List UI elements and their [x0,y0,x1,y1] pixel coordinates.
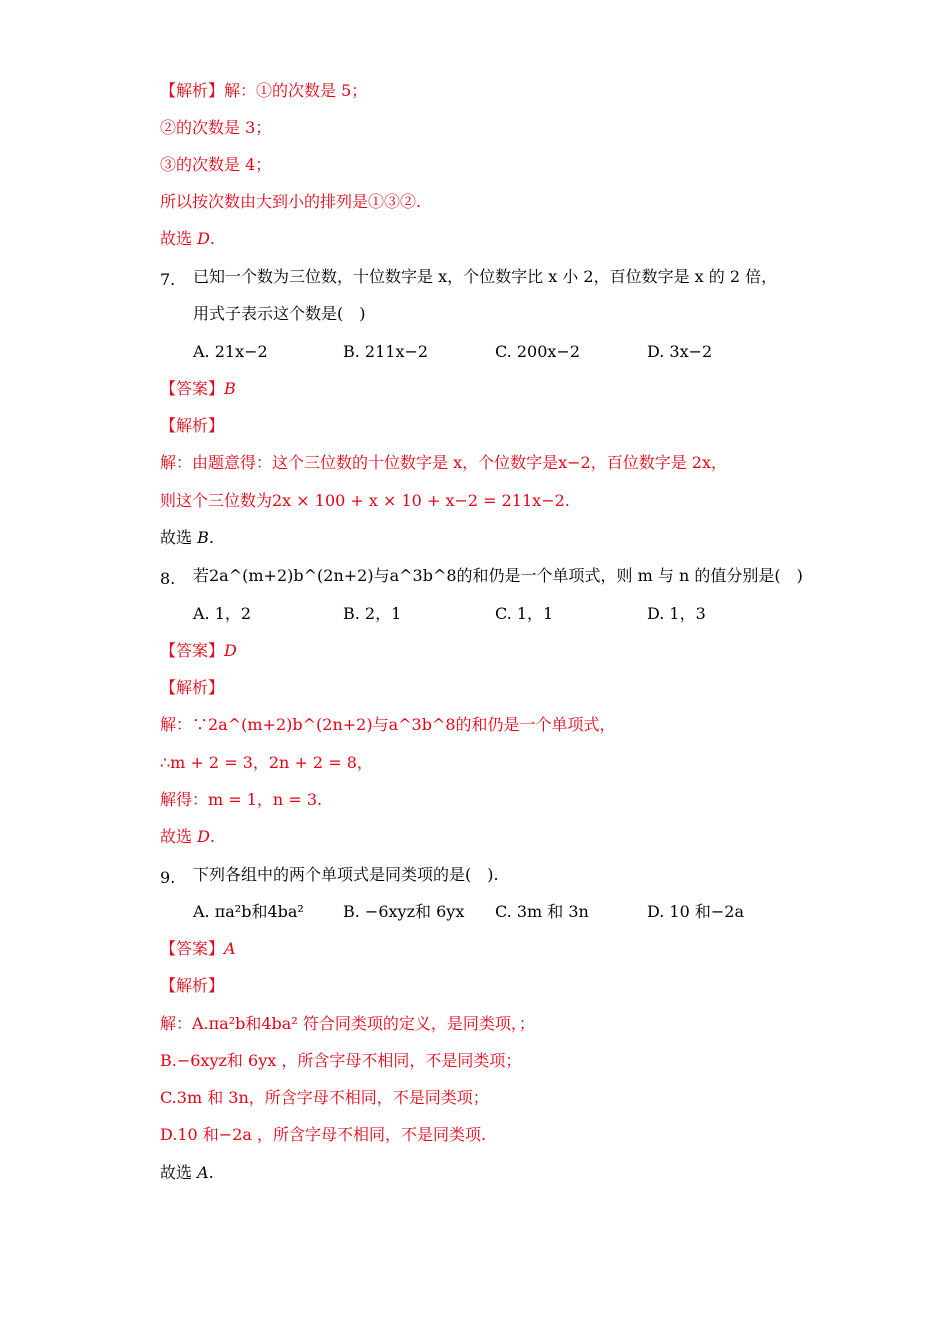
q6-conclusion [160,228,215,250]
q8-analysis-line-1: 解：∵2a^(m+2)b^(2n+2)与a^3b^8的和仍是一个单项式， [160,715,616,734]
q9-analysis-line-4: D.10 和−2a ，所含字母不相同，不是同类项. [160,1125,487,1144]
q6-analysis-line-2: ②的次数是 3； [160,118,272,137]
q7-option-d: D. 3x−2 [647,342,713,361]
q9-option-c: C. 3m 和 3n [495,902,589,921]
q7-option-b: B. 211x−2 [343,342,429,361]
q6-analysis-text-1: 解：①的次数是 5； [224,81,368,100]
q9-conclusion-prefix: 故选 [160,1163,198,1182]
q7-conclusion-suffix: . [208,528,214,547]
q7-conclusion-answer: B [197,528,209,547]
q6-conclusion-answer: D [197,229,210,248]
q8-conclusion [160,826,215,848]
q8-option-b: B. 2，1 [343,604,402,623]
q6-conclusion-prefix: 故选 [160,229,198,248]
q9-answer: A [224,939,236,958]
q7-analysis-line-2: 则这个三位数为2x × 100 + x × 10 + x−2 = 211x−2. [160,491,570,510]
q9-option-b: B. −6xyz和 6yx [343,902,465,921]
q6-analysis-line-1 [160,80,367,102]
q8-stem: 若2a^(m+2)b^(2n+2)与a^3b^8的和仍是一个单项式，则 m 与 n 的值分别是( ) [193,566,803,585]
q7-option-a: A. 21x−2 [193,342,268,361]
q6-analysis-tag: 【解析】 [160,81,225,100]
q6-conclusion-suffix: . [209,229,216,248]
q8-answer-tag: 【答案】 [160,641,225,660]
q8-analysis-line-3: 解得：m = 1，n = 3. [160,790,323,809]
q9-analysis-line-2: B.−6xyz和 6yx ，所含字母不相同，不是同类项； [160,1051,522,1070]
q7-stem-line-1: 已知一个数为三位数，十位数字是 x，个位数字比 x 小 2，百位数字是 x 的 2 倍， [193,267,778,286]
q8-answer: D [224,641,237,660]
q8-option-d: D. 1，3 [647,604,706,623]
q9-option-a: A. πa²b和4ba² [193,902,304,921]
q9-conclusion-answer: A [197,1163,209,1182]
q6-analysis-line-4: 所以按次数由大到小的排列是①③②. [160,192,422,211]
q9-option-d: D. 10 和−2a [647,902,745,921]
q9-analysis-tag: 【解析】 [160,976,225,995]
q9-conclusion [160,1162,214,1184]
q7-option-c: C. 200x−2 [495,342,580,361]
q7-stem-line-2: 用式子表示这个数是( ) [193,304,366,323]
q7-answer-line [160,378,236,400]
q9-answer-tag: 【答案】 [160,939,225,958]
q9-analysis-line-1: 解：A.πa²b和4ba² 符合同类项的定义，是同类项，； [160,1014,535,1033]
q9-answer-line [160,938,236,960]
q6-analysis-line-3: ③的次数是 4； [160,155,272,174]
q9-number: 9. [160,868,176,887]
q7-conclusion-prefix: 故选 [160,528,198,547]
q8-answer-line [160,640,237,662]
q7-analysis-line-1: 解：由题意得：这个三位数的十位数字是 x，个位数字是x−2，百位数字是 2x， [160,453,728,472]
q8-conclusion-suffix: . [209,827,216,846]
q8-analysis-tag: 【解析】 [160,678,225,697]
q8-option-a: A. 1，2 [193,604,252,623]
q7-number: 7. [160,270,176,289]
q9-stem: 下列各组中的两个单项式是同类项的是( ). [193,865,499,884]
q9-conclusion-suffix: . [208,1163,214,1182]
q8-conclusion-prefix: 故选 [160,827,198,846]
q8-conclusion-answer: D [197,827,210,846]
q7-conclusion [160,527,214,549]
q7-answer: B [224,379,236,398]
q8-analysis-line-2: ∴m + 2 = 3，2n + 2 = 8， [160,753,373,772]
q9-analysis-line-3: C.3m 和 3n，所含字母不相同，不是同类项； [160,1088,489,1107]
q7-answer-tag: 【答案】 [160,379,225,398]
q8-option-c: C. 1，1 [495,604,554,623]
q7-analysis-tag: 【解析】 [160,416,225,435]
q8-number: 8. [160,569,176,588]
